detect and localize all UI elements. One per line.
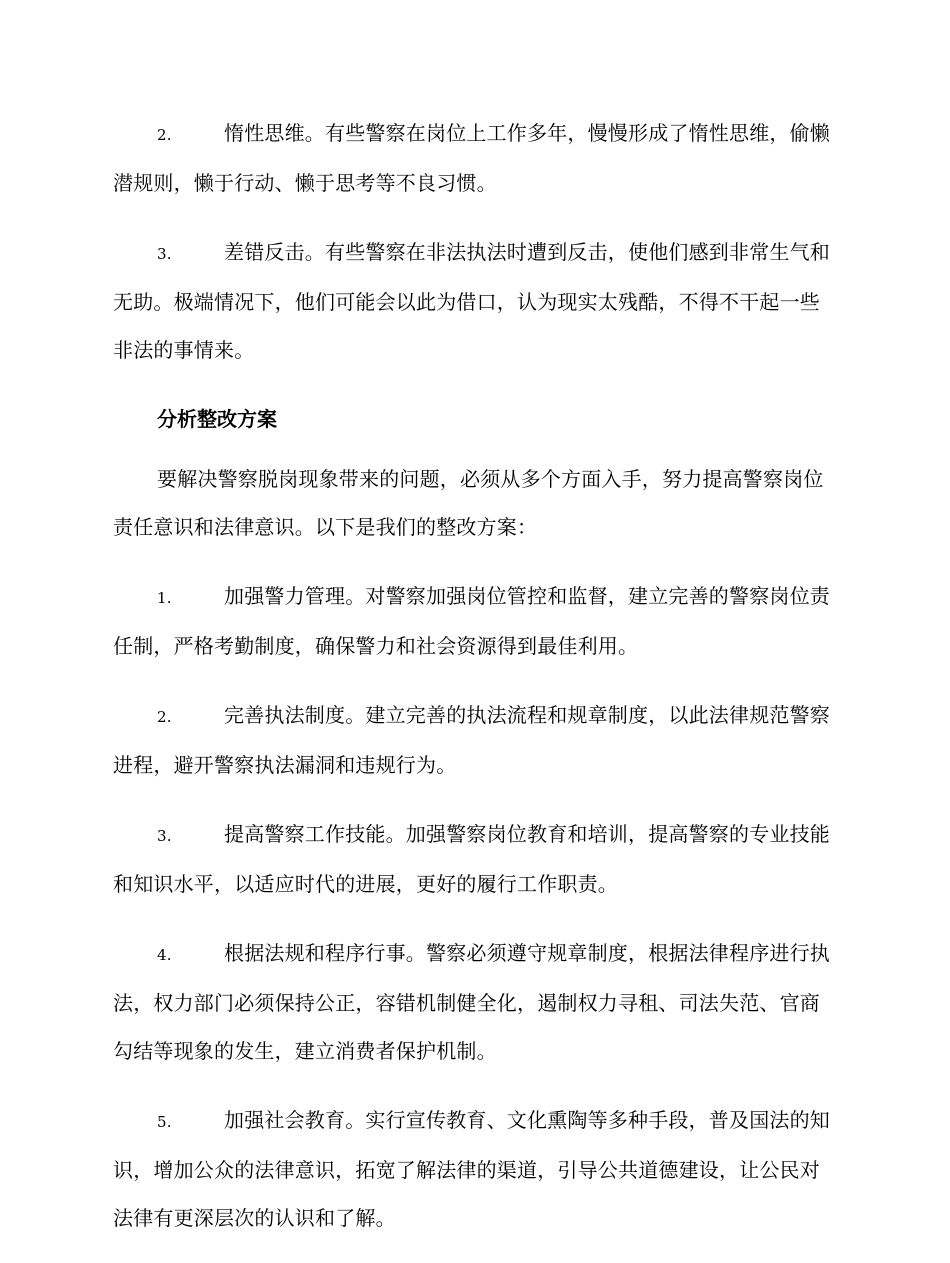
- solution-item-1: [113, 572, 835, 670]
- list-number: 5.: [157, 1113, 172, 1131]
- list-number: 1.: [157, 589, 172, 607]
- list-item-text: 加强社会教育。实行宣传教育、文化熏陶等多种手段，普及国法的知识，增加公众的法律意识，拓宽了解法律的渠道，引导公共道德建设，让公民对法律有更深层次的认识和了解。: [113, 1108, 830, 1230]
- document-body: [113, 109, 835, 1263]
- section-heading: 分析整改方案: [157, 407, 277, 431]
- list-item-text: 加强警力管理。对警察加强岗位管控和监督，建立完善的警察岗位责任制，严格考勤制度，确保警力和社会资源得到最佳利用。: [113, 584, 830, 658]
- list-number: 2.: [157, 708, 172, 726]
- list-number: 4.: [157, 946, 172, 964]
- solution-item-3: [113, 810, 835, 908]
- section-intro-paragraph: 要解决警察脱岗现象带来的问题，必须从多个方面入手，努力提高警察岗位责任意识和法律意识。以下是我们的整改方案：: [113, 467, 824, 539]
- list-item-text: 根据法规和程序行事。警察必须遵守规章制度，根据法律程序进行执法，权力部门必须保持公正，容错机制健全化，遏制权力寻租、司法失范、官商勾结等现象的发生，建立消费者保护机制。: [113, 941, 830, 1063]
- list-item-text: 完善执法制度。建立完善的执法流程和规章制度，以此法律规范警察进程，避开警察执法漏洞和违规行为。: [113, 703, 830, 777]
- list-item-text: 差错反击。有些警察在非法执法时遭到反击，使他们感到非常生气和无助。极端情况下，他们可能会以此为借口，认为现实太残酷，不得不干起一些非法的事情来。: [113, 240, 830, 362]
- solution-item-5: [113, 1096, 835, 1242]
- list-item-text: 惰性思维。有些警察在岗位上工作多年，慢慢形成了惰性思维，偷懒潜规则，懒于行动、懒于思考等不良习惯。: [113, 121, 830, 195]
- list-number: 3.: [157, 827, 172, 845]
- cause-item-3: [113, 228, 835, 374]
- list-number: 2.: [157, 126, 172, 144]
- list-item-text: 提高警察工作技能。加强警察岗位教育和培训，提高警察的专业技能和知识水平，以适应时代的进展，更好的履行工作职责。: [113, 822, 830, 896]
- solution-item-4: [113, 929, 835, 1075]
- solution-item-2: [113, 691, 835, 789]
- cause-item-2: [113, 109, 835, 207]
- list-number: 3.: [157, 245, 172, 263]
